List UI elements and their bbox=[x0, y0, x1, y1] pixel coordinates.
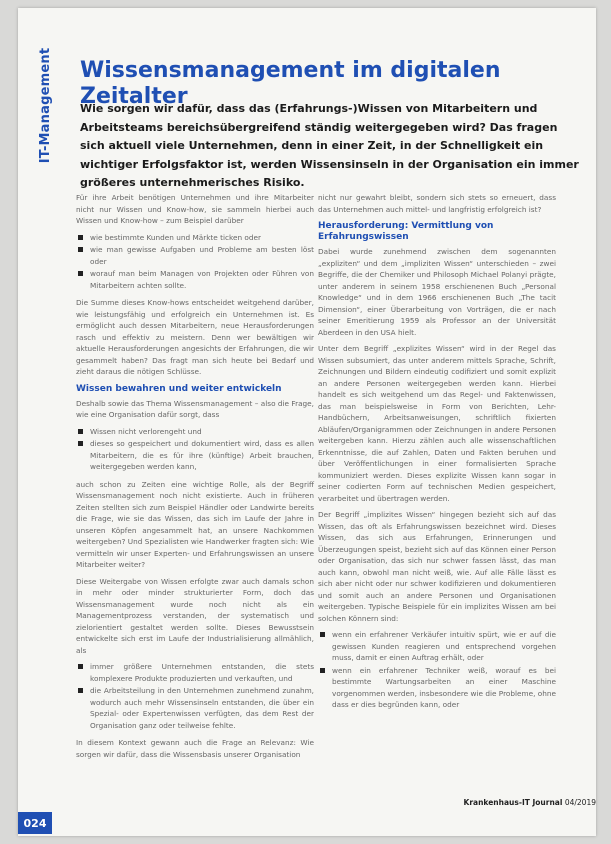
magazine-page bbox=[18, 8, 596, 836]
paragraph: nicht nur gewahrt bleibt, sondern sich stets so erneuert, dass das Unternehmen auch mittel- und langfristig erfolgreich ist? bbox=[318, 193, 556, 214]
list-item: wenn ein erfahrener Verkäufer intuitiv spürt, wie er auf die gewissen Kunden reagieren und entsprechend vorgehen muss, damit er einen Auftrag erhält, oder bbox=[318, 629, 556, 664]
list-item: die Arbeitsteilung in den Unternehmen zunehmend zunahm, wodurch auch mehr Wissensinseln entstanden, die über ein Spezial- oder Expertenwissen verfügten, das dem Rest der Organisation ganz oder teilweise fehlte. bbox=[76, 685, 314, 731]
paragraph: Dabei wurde zunehmend zwischen dem sogenannten „expliziten“ und dem „impliziten Wissen“ unterschieden – zwei Begriffe, die der Chemiker und Philosoph Michael Polanyi prägte, unter anderem in seinem 1958 erschienenen Buch „Personal Knowledge“ und in dem 1966 erschienenen Buch „The tacit Dimension“, einer Überarbeitung von Vorträgen, die er nach seiner Emeritierung 1959 als Professor an der Universität Aberdeen in den USA hielt. bbox=[318, 247, 556, 337]
paragraph: In diesem Kontext gewann auch die Frage an Relevanz: Wie sorgen wir dafür, dass die Wissensbasis unserer Organisation bbox=[76, 738, 314, 759]
section-label bbox=[32, 38, 60, 173]
paragraph: Für ihre Arbeit benötigen Unternehmen und ihre Mitarbeiter nicht nur Wissen und Know-how, sie sammeln hierbei auch Wissen und Know-how – zum Beispiel darüber bbox=[76, 193, 314, 225]
article-title: Wissensmanagement im digitalen Zeitalter bbox=[80, 58, 501, 109]
paragraph: Unter dem Begriff „explizites Wissen“ wird in der Regel das Wissen subsumiert, das unter anderem mittels Sprache, Schrift, Zeichnungen und Bildern eindeutig codifiziert und somit explizit an andere Personen weitergegeben werden kann. Hierbei handelt es sich weitgehend um das Regel- und Faktenwissen, das man beispielsweise in Form von Berichten, Lehr-Handbüchern, Arbeitsanweisungen, schriftlich fixierten Abläufen/Organigrammen oder Zeichnungen in andere Personen weitergeben kann. Hierzu zählen auch alle wissenschaftlichen Erkenntnisse, die auf Zahlen, Daten und Fakten beruhen und über Veröffentlichungen in einer formalisierten Sprache kommuniziert werden. Dieses explizite Wissen kann sogar in seiner codierten Form auf technischen Medien gespeichert, verarbeitet und übertragen werden. bbox=[318, 344, 556, 503]
journal-issue: 04/2019 bbox=[564, 798, 596, 807]
paragraph: Die Summe dieses Know-hows entscheidet weitgehend darüber, wie leistungsfähig und erfolgreich ein Unternehmen ist. Es ermöglicht auch dessen Mitarbeitern, neue Herausforderungen rasch und effektiv zu meistern. Denn wer bewältigen wir aktuelle Herausforderungen angesichts der Erfahrungen, die wir gesammelt haben? Das fragt man sich heute bei Bedarf und zieht daraus die nötigen Schlüsse. bbox=[76, 298, 314, 376]
bullet-list bbox=[76, 232, 314, 292]
list-item: wie bestimmte Kunden und Märkte ticken oder bbox=[76, 232, 314, 244]
journal-name: Krankenhaus-IT Journal bbox=[463, 798, 563, 807]
bullet-list bbox=[76, 426, 314, 473]
paragraph: Diese Weitergabe von Wissen erfolgte zwar auch damals schon in mehr oder minder strukturierter Form, doch das Wissensmanagement wurde noch nicht als ein Managementprozess verstanden, der systematisch und zielorientiert gestaltet werden sollte. Dieses Bewusstsein entwickelte sich erst im Laufe der Industrialisierung allmählich, als bbox=[76, 576, 314, 655]
list-item: wie man gewisse Aufgaben und Probleme am besten löst oder bbox=[76, 244, 314, 267]
bullet-list bbox=[318, 629, 556, 711]
article-lead: Wie sorgen wir dafür, dass das (Erfahrungs-)Wissen von Mitarbeitern und Arbeitsteams bereichsübergreifend ständig weitergegeben wird? Das fragen sich aktuell viele Unternehmen, denn in einer Zeit, in der Schnelligkeit ein wichtiger Erfolgsfaktor ist, werden Wissensinseln in der Organisation ein immer größeres unternehmerisches Risiko. bbox=[80, 102, 579, 189]
section-heading: Wissen bewahren und weiter entwickeln bbox=[76, 383, 282, 394]
page-number: 024 bbox=[18, 812, 52, 834]
list-item: Wissen nicht verlorengeht und bbox=[76, 426, 314, 438]
left-column bbox=[76, 192, 314, 765]
list-item: dieses so gespeichert und dokumentiert wird, dass es allen Mitarbeitern, die es für ihre (künftige) Arbeit brauchen, weitergegeben werden kann, bbox=[76, 438, 314, 473]
right-column bbox=[318, 192, 556, 717]
journal-footer bbox=[436, 798, 596, 807]
list-item: wenn ein erfahrener Techniker weiß, worauf es bei bestimmte Wartungsarbeiten an einer Maschine vorgenommen werden, insbesondere wie die Probleme, ohne dass er dies begründen kann, oder bbox=[318, 665, 556, 711]
section-label-text: IT-Management bbox=[38, 47, 54, 164]
paragraph: Der Begriff „implizites Wissen“ hingegen bezieht sich auf das Wissen, das oft als Erfahrungswissen bezeichnet wird. Dieses Wissen, das sich aus Erfahrungen, Erinnerungen und Überzeugungen speist, bezieht sich auf das Können einer Person oder Organisation, das sich nur schwer fassen lässt, das man auch kann, obwohl man nicht weiß, wie. Auf alle Fälle lässt es sich aber nicht oder nur schwer kodifizieren und dokumentieren und somit auch an andere Personen und Organisationen weitergeben. Typische Beispiele für ein implizites Wissen am bei solchen Könnern sind: bbox=[318, 510, 556, 623]
paragraph: auch schon zu Zeiten eine wichtige Rolle, als der Begriff Wissensmanagement noch nicht existierte. Auch in früheren Zeiten stellten sich zum Beispiel Händler oder Landwirte bereits die Frage, wie sie das Wissen, das sich im Laufe der Jahre in unseren Köpfen angesammelt hat, an unsere Nachkommen weitergeben? Und Spezialisten wie Handwerker fragten sich: Wie vermitteln wir unser Experten- und Erfahrungswissen an unsere Mitarbeiter weiter? bbox=[76, 479, 314, 569]
paragraph: Deshalb sowie das Thema Wissensmanagement – also die Frage, wie eine Organisation dafür sorgt, dass bbox=[76, 398, 314, 419]
bullet-list bbox=[76, 661, 314, 731]
list-item: immer größere Unternehmen entstanden, die stets komplexere Produkte produzierten und verkauften, und bbox=[76, 661, 314, 684]
section-heading: Herausforderung: Vermittlung von Erfahrungswissen bbox=[318, 221, 494, 242]
list-item: worauf man beim Managen von Projekten oder Führen von Mitarbeitern achten sollte. bbox=[76, 268, 314, 291]
